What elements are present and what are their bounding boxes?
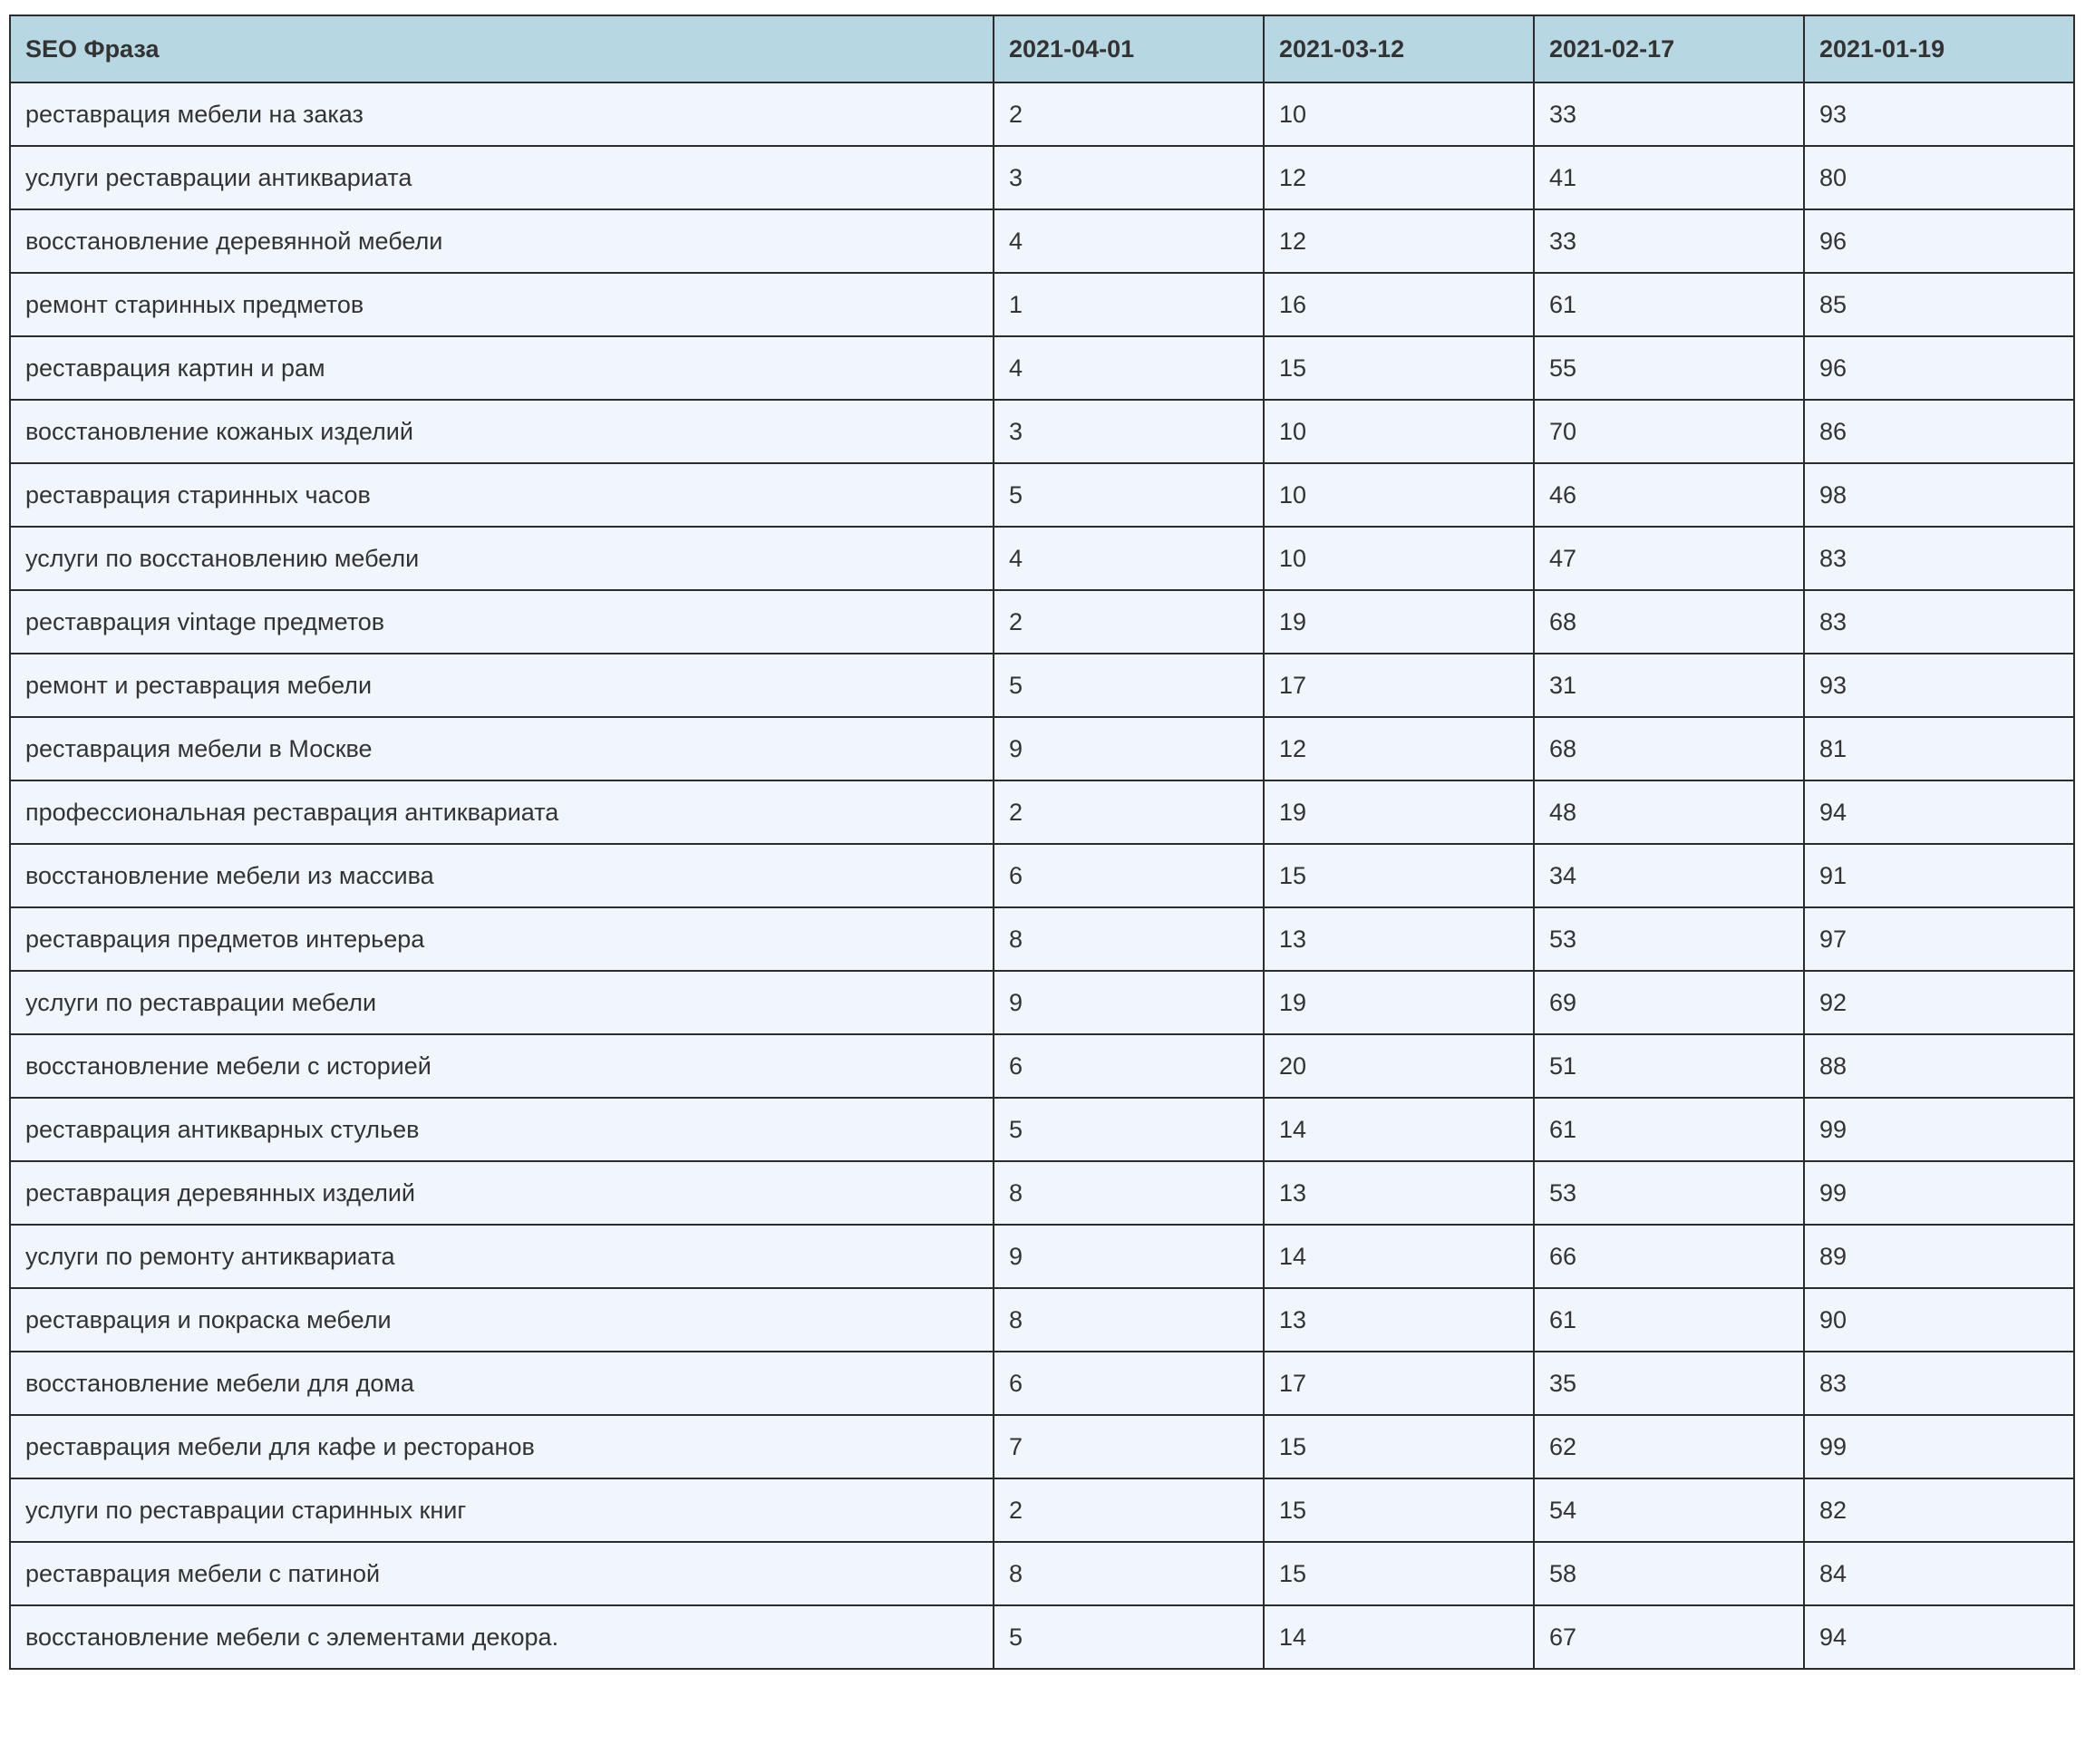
header-row xyxy=(10,15,2074,82)
cell-phrase: реставрация мебели для кафе и ресторанов xyxy=(10,1415,994,1478)
cell-position: 97 xyxy=(1804,907,2074,971)
cell-position: 84 xyxy=(1804,1542,2074,1605)
cell-phrase: ремонт и реставрация мебели xyxy=(10,654,994,717)
cell-phrase: реставрация предметов интерьера xyxy=(10,907,994,971)
cell-position: 94 xyxy=(1804,780,2074,844)
cell-position: 20 xyxy=(1264,1034,1534,1098)
cell-position: 2 xyxy=(994,1478,1264,1542)
column-header-date: 2021-02-17 xyxy=(1534,15,1804,82)
cell-position: 15 xyxy=(1264,1478,1534,1542)
cell-phrase: реставрация мебели в Москве xyxy=(10,717,994,780)
cell-position: 99 xyxy=(1804,1098,2074,1161)
cell-position: 31 xyxy=(1534,654,1804,717)
cell-position: 51 xyxy=(1534,1034,1804,1098)
cell-position: 12 xyxy=(1264,209,1534,273)
cell-position: 7 xyxy=(994,1415,1264,1478)
cell-phrase: профессиональная реставрация антиквариата xyxy=(10,780,994,844)
cell-position: 94 xyxy=(1804,1605,2074,1669)
cell-position: 4 xyxy=(994,527,1264,590)
cell-position: 69 xyxy=(1534,971,1804,1034)
seo-table-container xyxy=(9,15,2075,1670)
table-row xyxy=(10,1478,2074,1542)
cell-position: 82 xyxy=(1804,1478,2074,1542)
cell-phrase: реставрация картин и рам xyxy=(10,336,994,400)
cell-position: 85 xyxy=(1804,273,2074,336)
cell-position: 67 xyxy=(1534,1605,1804,1669)
cell-position: 13 xyxy=(1264,907,1534,971)
cell-position: 91 xyxy=(1804,844,2074,907)
cell-position: 47 xyxy=(1534,527,1804,590)
table-row xyxy=(10,336,2074,400)
table-row xyxy=(10,1352,2074,1415)
cell-position: 10 xyxy=(1264,463,1534,527)
cell-position: 2 xyxy=(994,590,1264,654)
cell-position: 90 xyxy=(1804,1288,2074,1352)
cell-position: 83 xyxy=(1804,527,2074,590)
cell-phrase: услуги по реставрации мебели xyxy=(10,971,994,1034)
cell-position: 98 xyxy=(1804,463,2074,527)
cell-position: 81 xyxy=(1804,717,2074,780)
table-row xyxy=(10,1605,2074,1669)
cell-position: 53 xyxy=(1534,907,1804,971)
cell-position: 15 xyxy=(1264,1542,1534,1605)
cell-position: 4 xyxy=(994,209,1264,273)
cell-position: 4 xyxy=(994,336,1264,400)
seo-positions-table xyxy=(9,15,2075,1670)
cell-position: 9 xyxy=(994,717,1264,780)
cell-position: 5 xyxy=(994,1098,1264,1161)
cell-position: 8 xyxy=(994,1161,1264,1225)
cell-position: 99 xyxy=(1804,1161,2074,1225)
cell-position: 2 xyxy=(994,780,1264,844)
cell-position: 96 xyxy=(1804,209,2074,273)
cell-position: 6 xyxy=(994,1034,1264,1098)
cell-position: 80 xyxy=(1804,146,2074,209)
table-row xyxy=(10,1225,2074,1288)
cell-position: 9 xyxy=(994,1225,1264,1288)
cell-position: 13 xyxy=(1264,1161,1534,1225)
cell-position: 8 xyxy=(994,907,1264,971)
cell-position: 70 xyxy=(1534,400,1804,463)
cell-position: 93 xyxy=(1804,654,2074,717)
cell-position: 53 xyxy=(1534,1161,1804,1225)
cell-phrase: услуги по ремонту антиквариата xyxy=(10,1225,994,1288)
cell-phrase: реставрация мебели на заказ xyxy=(10,82,994,146)
cell-position: 14 xyxy=(1264,1098,1534,1161)
cell-position: 17 xyxy=(1264,1352,1534,1415)
cell-position: 54 xyxy=(1534,1478,1804,1542)
table-row xyxy=(10,273,2074,336)
column-header-date: 2021-04-01 xyxy=(994,15,1264,82)
cell-position: 33 xyxy=(1534,209,1804,273)
cell-phrase: реставрация мебели с патиной xyxy=(10,1542,994,1605)
table-row xyxy=(10,146,2074,209)
cell-position: 61 xyxy=(1534,1288,1804,1352)
cell-position: 61 xyxy=(1534,1098,1804,1161)
cell-position: 99 xyxy=(1804,1415,2074,1478)
table-row xyxy=(10,463,2074,527)
column-header-phrase: SEO Фраза xyxy=(10,15,994,82)
cell-phrase: реставрация vintage предметов xyxy=(10,590,994,654)
table-row xyxy=(10,1415,2074,1478)
cell-phrase: восстановление деревянной мебели xyxy=(10,209,994,273)
cell-position: 13 xyxy=(1264,1288,1534,1352)
cell-position: 17 xyxy=(1264,654,1534,717)
cell-position: 14 xyxy=(1264,1605,1534,1669)
cell-position: 12 xyxy=(1264,717,1534,780)
cell-phrase: реставрация и покраска мебели xyxy=(10,1288,994,1352)
cell-position: 62 xyxy=(1534,1415,1804,1478)
cell-position: 5 xyxy=(994,463,1264,527)
table-row xyxy=(10,1161,2074,1225)
table-row xyxy=(10,82,2074,146)
cell-phrase: услуги по реставрации старинных книг xyxy=(10,1478,994,1542)
cell-position: 3 xyxy=(994,400,1264,463)
cell-phrase: восстановление мебели с элементами декора. xyxy=(10,1605,994,1669)
cell-phrase: восстановление мебели из массива xyxy=(10,844,994,907)
cell-position: 15 xyxy=(1264,336,1534,400)
cell-position: 88 xyxy=(1804,1034,2074,1098)
table-row xyxy=(10,717,2074,780)
cell-position: 61 xyxy=(1534,273,1804,336)
table-row xyxy=(10,1288,2074,1352)
cell-phrase: восстановление кожаных изделий xyxy=(10,400,994,463)
cell-position: 3 xyxy=(994,146,1264,209)
cell-position: 9 xyxy=(994,971,1264,1034)
table-row xyxy=(10,209,2074,273)
cell-phrase: услуги реставрации антиквариата xyxy=(10,146,994,209)
cell-position: 6 xyxy=(994,1352,1264,1415)
cell-phrase: реставрация антикварных стульев xyxy=(10,1098,994,1161)
table-header xyxy=(10,15,2074,82)
cell-position: 48 xyxy=(1534,780,1804,844)
table-row xyxy=(10,590,2074,654)
cell-position: 92 xyxy=(1804,971,2074,1034)
cell-position: 15 xyxy=(1264,844,1534,907)
table-row xyxy=(10,780,2074,844)
table-row xyxy=(10,1098,2074,1161)
cell-position: 8 xyxy=(994,1288,1264,1352)
table-row xyxy=(10,844,2074,907)
cell-position: 55 xyxy=(1534,336,1804,400)
cell-phrase: реставрация старинных часов xyxy=(10,463,994,527)
cell-position: 68 xyxy=(1534,717,1804,780)
cell-position: 86 xyxy=(1804,400,2074,463)
cell-phrase: восстановление мебели с историей xyxy=(10,1034,994,1098)
table-row xyxy=(10,400,2074,463)
cell-position: 66 xyxy=(1534,1225,1804,1288)
cell-position: 68 xyxy=(1534,590,1804,654)
cell-position: 8 xyxy=(994,1542,1264,1605)
column-header-date: 2021-01-19 xyxy=(1804,15,2074,82)
cell-position: 83 xyxy=(1804,590,2074,654)
cell-phrase: реставрация деревянных изделий xyxy=(10,1161,994,1225)
cell-position: 58 xyxy=(1534,1542,1804,1605)
cell-position: 10 xyxy=(1264,527,1534,590)
cell-position: 34 xyxy=(1534,844,1804,907)
cell-phrase: услуги по восстановлению мебели xyxy=(10,527,994,590)
cell-position: 1 xyxy=(994,273,1264,336)
cell-position: 10 xyxy=(1264,400,1534,463)
table-row xyxy=(10,1542,2074,1605)
cell-position: 19 xyxy=(1264,780,1534,844)
table-body xyxy=(10,82,2074,1669)
cell-position: 46 xyxy=(1534,463,1804,527)
cell-position: 19 xyxy=(1264,971,1534,1034)
cell-position: 19 xyxy=(1264,590,1534,654)
column-header-date: 2021-03-12 xyxy=(1264,15,1534,82)
table-row xyxy=(10,527,2074,590)
cell-position: 10 xyxy=(1264,82,1534,146)
cell-position: 89 xyxy=(1804,1225,2074,1288)
cell-position: 35 xyxy=(1534,1352,1804,1415)
table-row xyxy=(10,971,2074,1034)
table-row xyxy=(10,907,2074,971)
cell-position: 5 xyxy=(994,1605,1264,1669)
cell-phrase: ремонт старинных предметов xyxy=(10,273,994,336)
cell-position: 16 xyxy=(1264,273,1534,336)
cell-position: 33 xyxy=(1534,82,1804,146)
cell-position: 93 xyxy=(1804,82,2074,146)
cell-position: 96 xyxy=(1804,336,2074,400)
cell-position: 41 xyxy=(1534,146,1804,209)
cell-position: 14 xyxy=(1264,1225,1534,1288)
cell-position: 83 xyxy=(1804,1352,2074,1415)
cell-position: 2 xyxy=(994,82,1264,146)
table-row xyxy=(10,654,2074,717)
cell-position: 5 xyxy=(994,654,1264,717)
cell-phrase: восстановление мебели для дома xyxy=(10,1352,994,1415)
cell-position: 12 xyxy=(1264,146,1534,209)
cell-position: 6 xyxy=(994,844,1264,907)
table-row xyxy=(10,1034,2074,1098)
cell-position: 15 xyxy=(1264,1415,1534,1478)
